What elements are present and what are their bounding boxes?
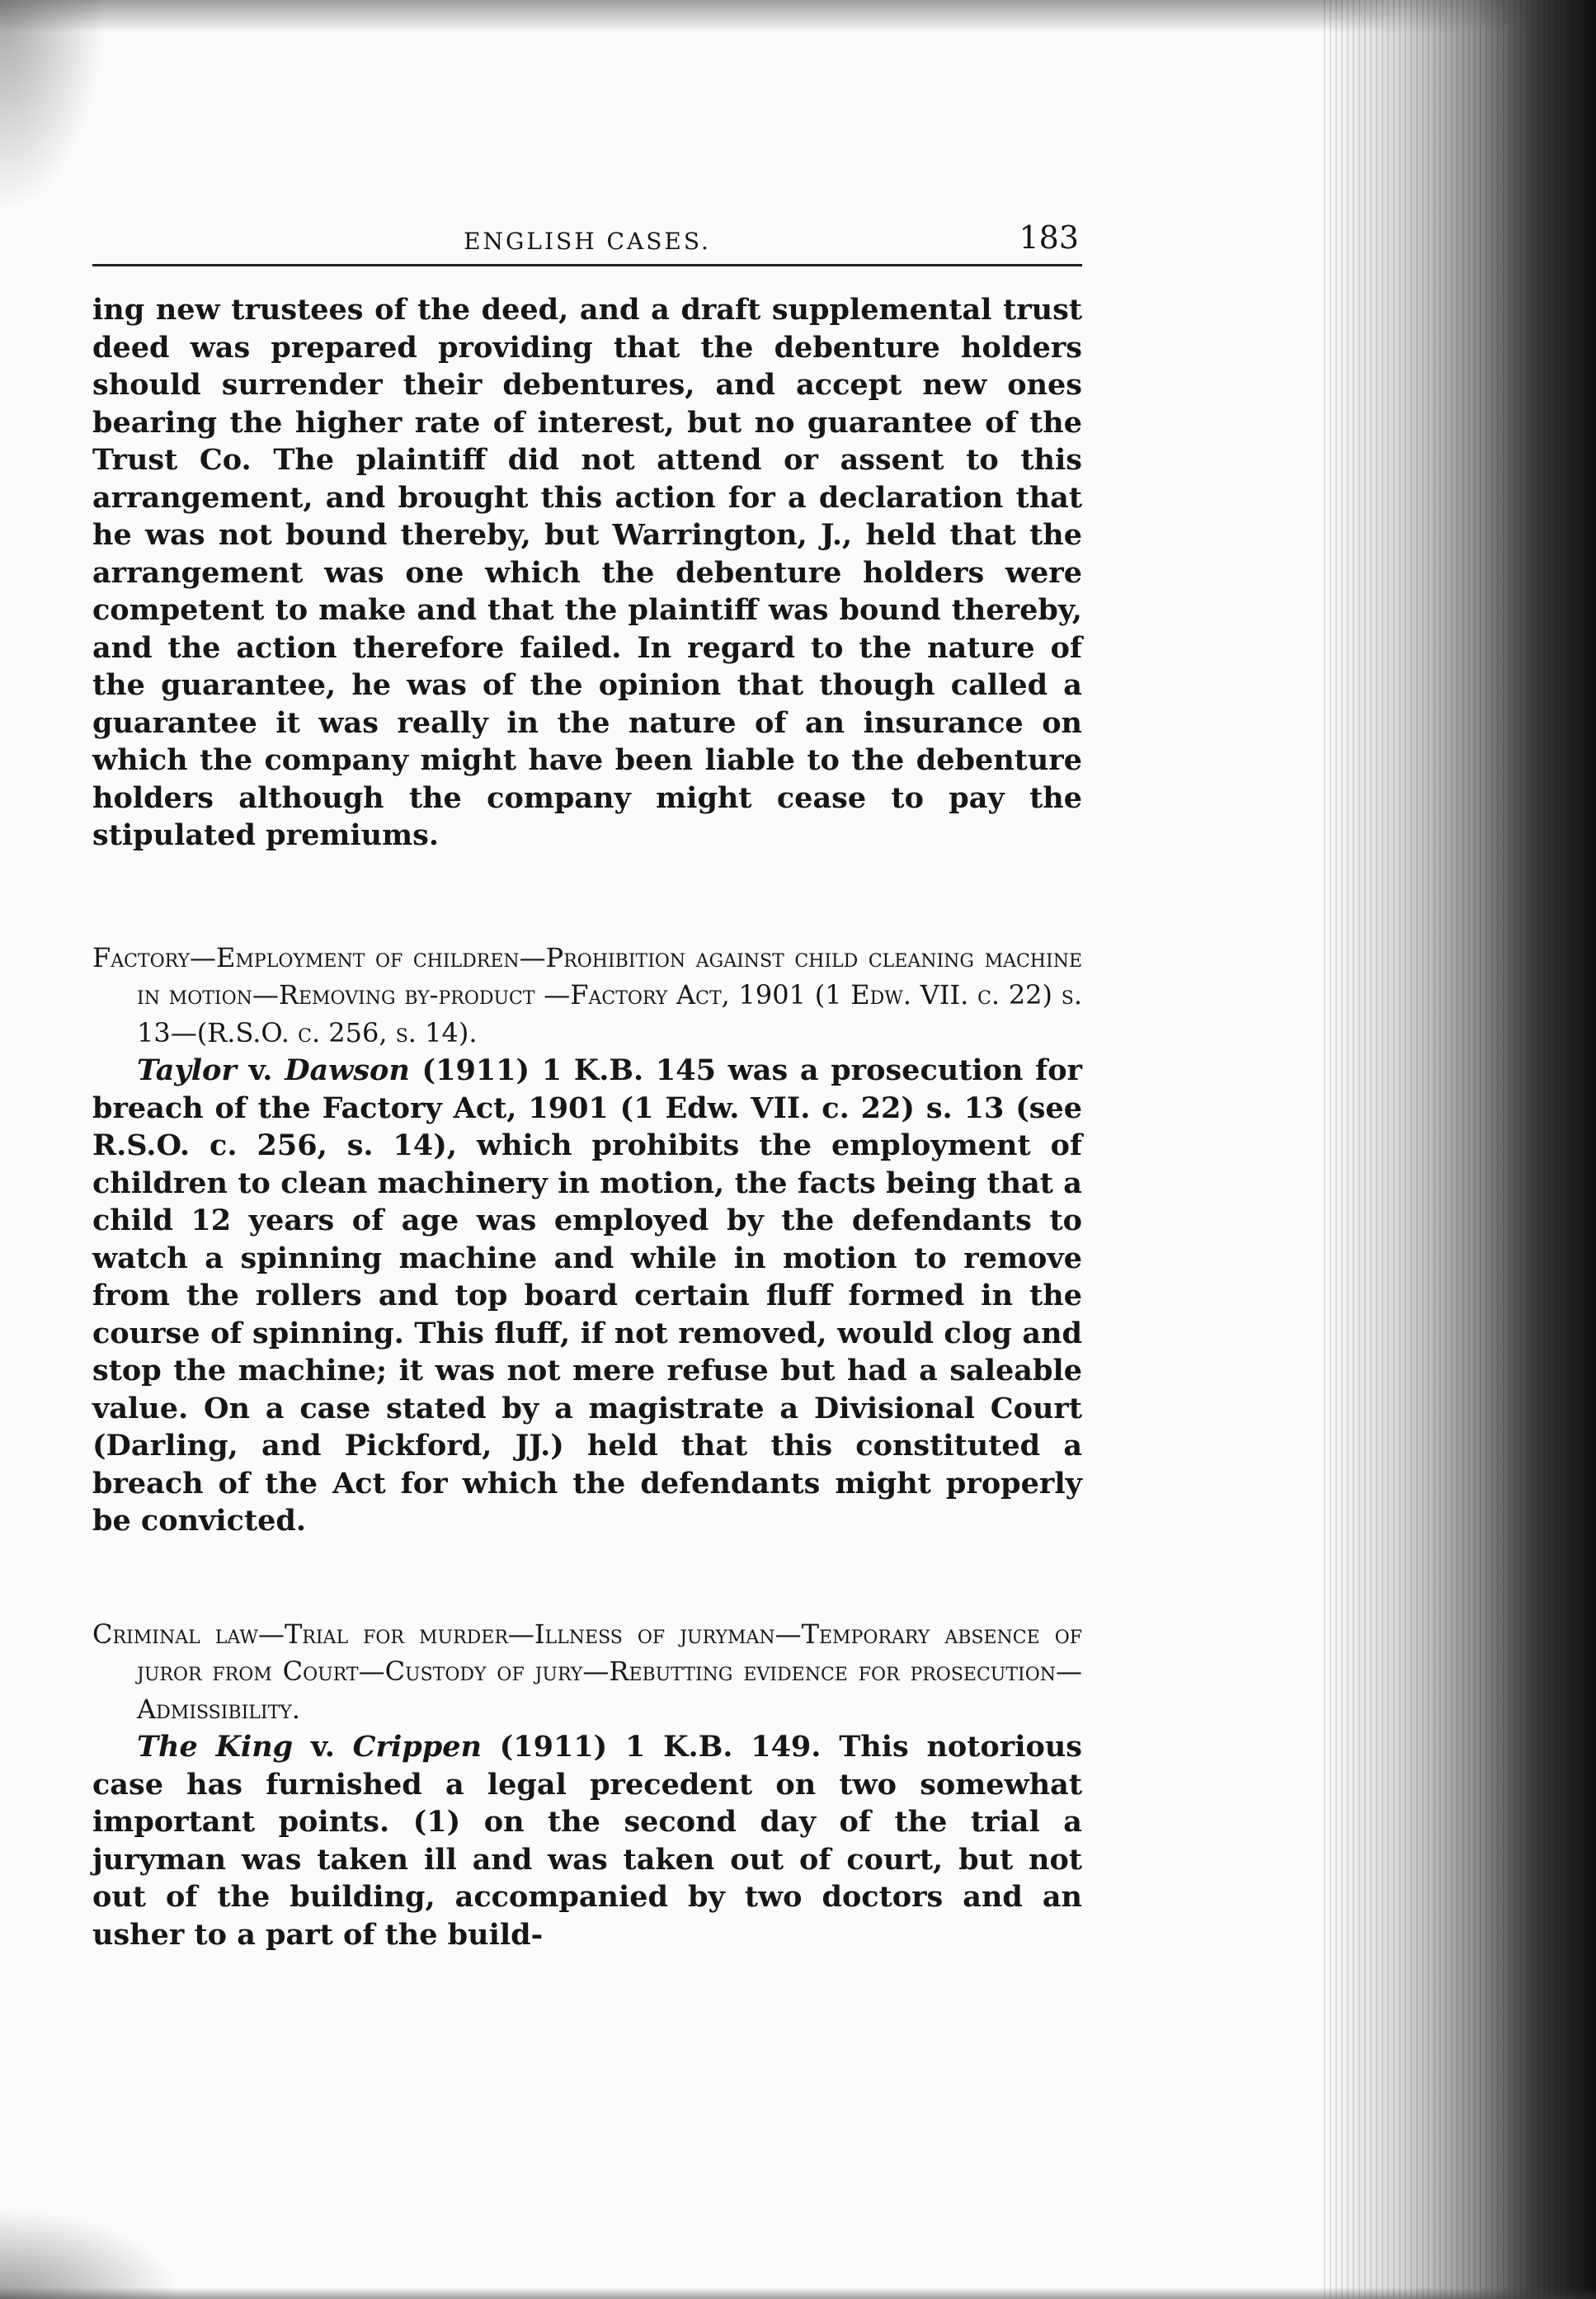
case-heading-factory: Factory—Employment of children—Prohibition against child cleaning machine in motion—Removing by-product —Factory Act, 1901 (1 Edw. VII. c. 22) s. 13—(R.S.O. c. 256, s. 14).: [92, 941, 1082, 1048]
book-page: [92, 213, 1082, 1953]
scan-binding-edge: [1324, 0, 1596, 2299]
running-head-title: ENGLISH CASES.: [464, 228, 711, 255]
case-versus: v.: [293, 1730, 353, 1764]
scan-edge-bottom: [0, 2287, 1596, 2299]
case-text: (1911) 1 K.B. 145 was a prosecution for breach of the Factory Act, 1901 (1 Edw. VII. c. 22) s. 13 (see R.S.O. c. 256, s. 14), which prohibits the employment of children to clean machinery in motion, the facts being that a child 12 years of age was employed by the defendants to watch a spinning machine and while in motion to remove from the rollers and top board certain fluff formed in the course of spinning. This fluff, if not removed, would clog and stop the machine; it was not mere refuse but had a saleable value. On a case stated by a magistrate a Divisional Court (Darling, and Pickford, JJ.) held that this constituted a breach of the Act for which the defendants might properly be convicted.: [92, 1053, 1082, 1538]
paragraph-king-v-crippen: [92, 1728, 1082, 1953]
page-number: 183: [1019, 219, 1079, 256]
case-party-1: Taylor: [137, 1053, 237, 1087]
case-party-2: Crippen: [352, 1730, 482, 1764]
scan-corner-top-left: [0, 0, 107, 214]
running-head: [92, 213, 1082, 266]
case-party-1: The King: [137, 1730, 294, 1764]
paragraph-taylor-v-dawson: [92, 1052, 1082, 1540]
case-party-2: Dawson: [285, 1053, 410, 1087]
case-heading-criminal-law: Criminal law—Trial for murder—Illness of juryman—Temporary absence of juror from Court—Custody of jury—Rebutting evidence for prosecution—Admissibility.: [92, 1618, 1082, 1725]
scan-corner-bottom-left: [0, 2208, 181, 2299]
case-versus: v.: [236, 1053, 285, 1087]
paragraph-trust-deed: ing new trustees of the deed, and a draft supplemental trust deed was prepared providing that the debenture holders should surrender their debentures, and accept new ones bearing the higher rate of interest, but no guarantee of the Trust Co. The plaintiff did not attend or assent to this arrangement, and brought this action for a declaration that he was not bound thereby, but Warrington, J., held that the arrangement was one which the debenture holders were competent to make and that the plaintiff was bound thereby, and the action therefore failed. In regard to the nature of the guarantee, he was of the opinion that though called a guarantee it was really in the nature of an insurance on which the company might have been liable to the debenture holders although the company might cease to pay the stipulated premiums.: [92, 293, 1082, 852]
case-text: (1911) 1 K.B. 149. This notorious case has furnished a legal precedent on two somewhat important points. (1) on the second day of the trial a juryman was taken ill and was taken out of court, but not out of the building, accompanied by two doctors and an usher to a part of the build-: [92, 1730, 1082, 1952]
